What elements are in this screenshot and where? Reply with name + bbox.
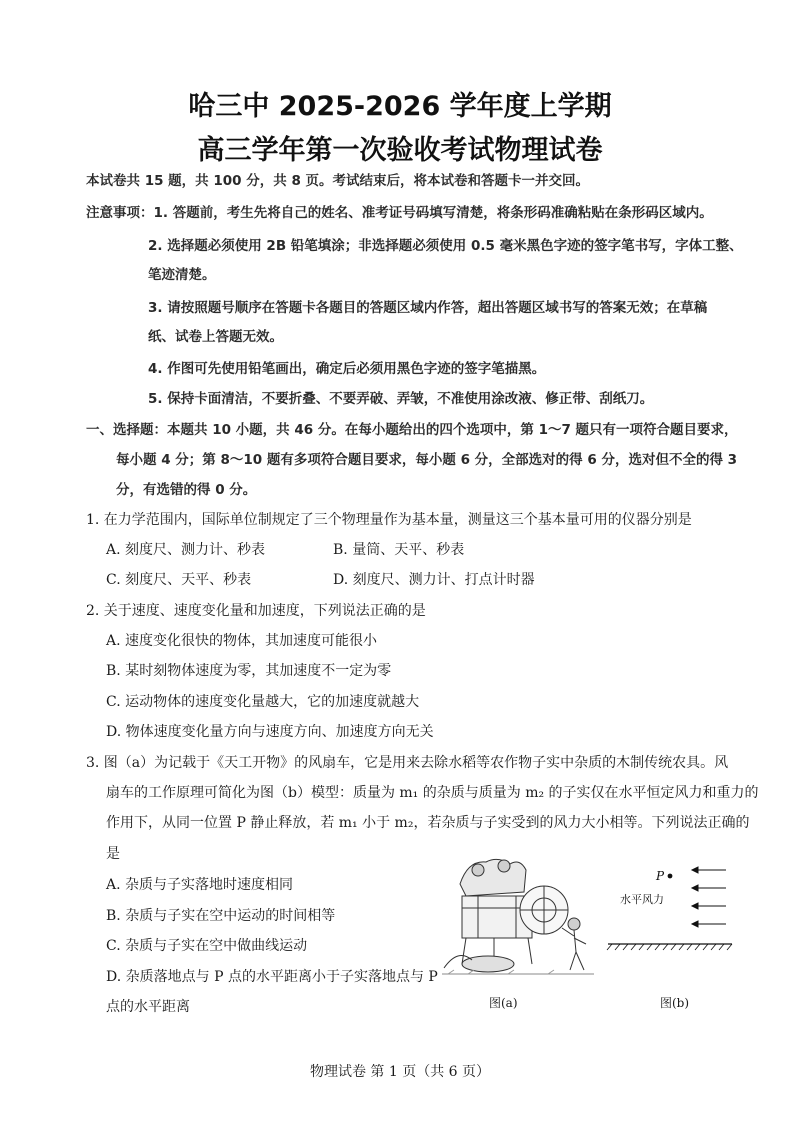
question-3-stem-line1: 3. 图（a）为记载于《天工开物》的风扇车，它是用来去除水稻等农作物子实中杂质的木制传统农具。风 [86, 755, 729, 771]
question-2-option-a: A. 速度变化很快的物体，其加速度可能很小 [106, 633, 378, 649]
question-2-option-b: B. 某时刻物体速度为零，其加速度不一定为零 [106, 663, 392, 679]
question-1-option-b: B. 量筒、天平、秒表 [333, 542, 465, 558]
question-1-option-d: D. 刻度尺、测力计、打点计时器 [333, 572, 535, 588]
question-3-option-d-line2: 点的水平距离 [106, 999, 190, 1015]
instruction-3a: 3. 请按照题号顺序在答题卡各题目的答题区域内作答，超出答题区域书写的答案无效；在草稿 [148, 300, 708, 316]
wind-model-diagram [606, 858, 736, 958]
wind-force-label: 水平风力 [620, 893, 664, 906]
figure-a-winnowing-machine [438, 852, 598, 987]
question-1-option-a: A. 刻度尺、测力计、秒表 [106, 542, 266, 558]
question-3-option-b: B. 杂质与子实在空中运动的时间相等 [106, 908, 336, 924]
question-2-option-c: C. 运动物体的速度变化量越大，它的加速度就越大 [106, 694, 420, 710]
figure-a-caption: 图(a) [489, 996, 518, 1010]
page-footer: 物理试卷 第 1 页（共 6 页） [309, 1064, 491, 1080]
question-3-stem-line2: 扇车的工作原理可简化为图（b）模型：质量为 m₁ 的杂质与质量为 m₂ 的子实仅在水平恒定风力和重力的 [106, 785, 759, 801]
ground-hatching [607, 944, 732, 950]
figure-b-wind-model [606, 858, 736, 958]
question-1-option-c: C. 刻度尺、天平、秒表 [106, 572, 252, 588]
section-1-heading: 一、选择题：本题共 10 小题，共 46 分。在每小题给出的四个选项中，第 1～7 题只有一项符合题目要求， [86, 422, 738, 438]
instruction-3b: 纸、试卷上答题无效。 [148, 329, 283, 345]
question-3-option-a: A. 杂质与子实落地时速度相同 [106, 877, 294, 893]
question-3-stem-line4: 是 [106, 846, 120, 862]
instruction-5: 5. 保持卡面清洁，不要折叠、不要弄破、弄皱，不准使用涂改液、修正带、刮纸刀。 [148, 391, 654, 407]
section-1-line2: 每小题 4 分；第 8～10 题有多项符合题目要求，每小题 6 分，全部选对的得 6 分，选对但不全的得 3 [116, 452, 738, 468]
exam-title-line2: 高三学年第一次验收考试物理试卷 [197, 135, 603, 166]
question-3-option-d-line1: D. 杂质落地点与 P 点的水平距离小于子实落地点与 P [106, 969, 438, 985]
instruction-4: 4. 作图可先使用铅笔画出，确定后必须用黑色字迹的签字笔描黑。 [148, 361, 546, 377]
question-3-option-c: C. 杂质与子实在空中做曲线运动 [106, 938, 308, 954]
question-3-stem-line3: 作用下，从同一位置 P 静止释放，若 m₁ 小于 m₂，若杂质与子实受到的风力大小相等。下列说法正确的 [106, 815, 750, 831]
section-1-line3: 分，有选错的得 0 分。 [116, 482, 257, 498]
instruction-2a: 2. 选择题必须使用 2B 铅笔填涂；非选择题必须使用 0.5 毫米黑色字迹的签字笔书写，字体工整、 [148, 238, 743, 254]
wind-arrows [692, 867, 726, 927]
instruction-2b: 笔迹清楚。 [148, 267, 216, 283]
figure-b-caption: 图(b) [660, 996, 690, 1010]
point-p-label: P [656, 869, 665, 883]
instruction-1: 注意事项：1. 答题前，考生先将自己的姓名、准考证号码填写清楚，将条形码准确粘贴在条形码区域内。 [86, 205, 713, 221]
winnowing-machine-illustration [438, 852, 598, 987]
point-p-marker [668, 874, 673, 879]
question-2-option-d: D. 物体速度变化量方向与速度方向、加速度方向无关 [106, 724, 434, 740]
question-1-stem: 1. 在力学范围内，国际单位制规定了三个物理量作为基本量，测量这三个基本量可用的仪器分别是 [86, 512, 692, 528]
exam-title-line1: 哈三中 2025-2026 学年度上学期 [188, 91, 612, 122]
exam-intro: 本试卷共 15 题，共 100 分，共 8 页。考试结束后，将本试卷和答题卡一并交回。 [86, 173, 590, 189]
question-2-stem: 2. 关于速度、速度变化量和加速度，下列说法正确的是 [86, 603, 426, 619]
